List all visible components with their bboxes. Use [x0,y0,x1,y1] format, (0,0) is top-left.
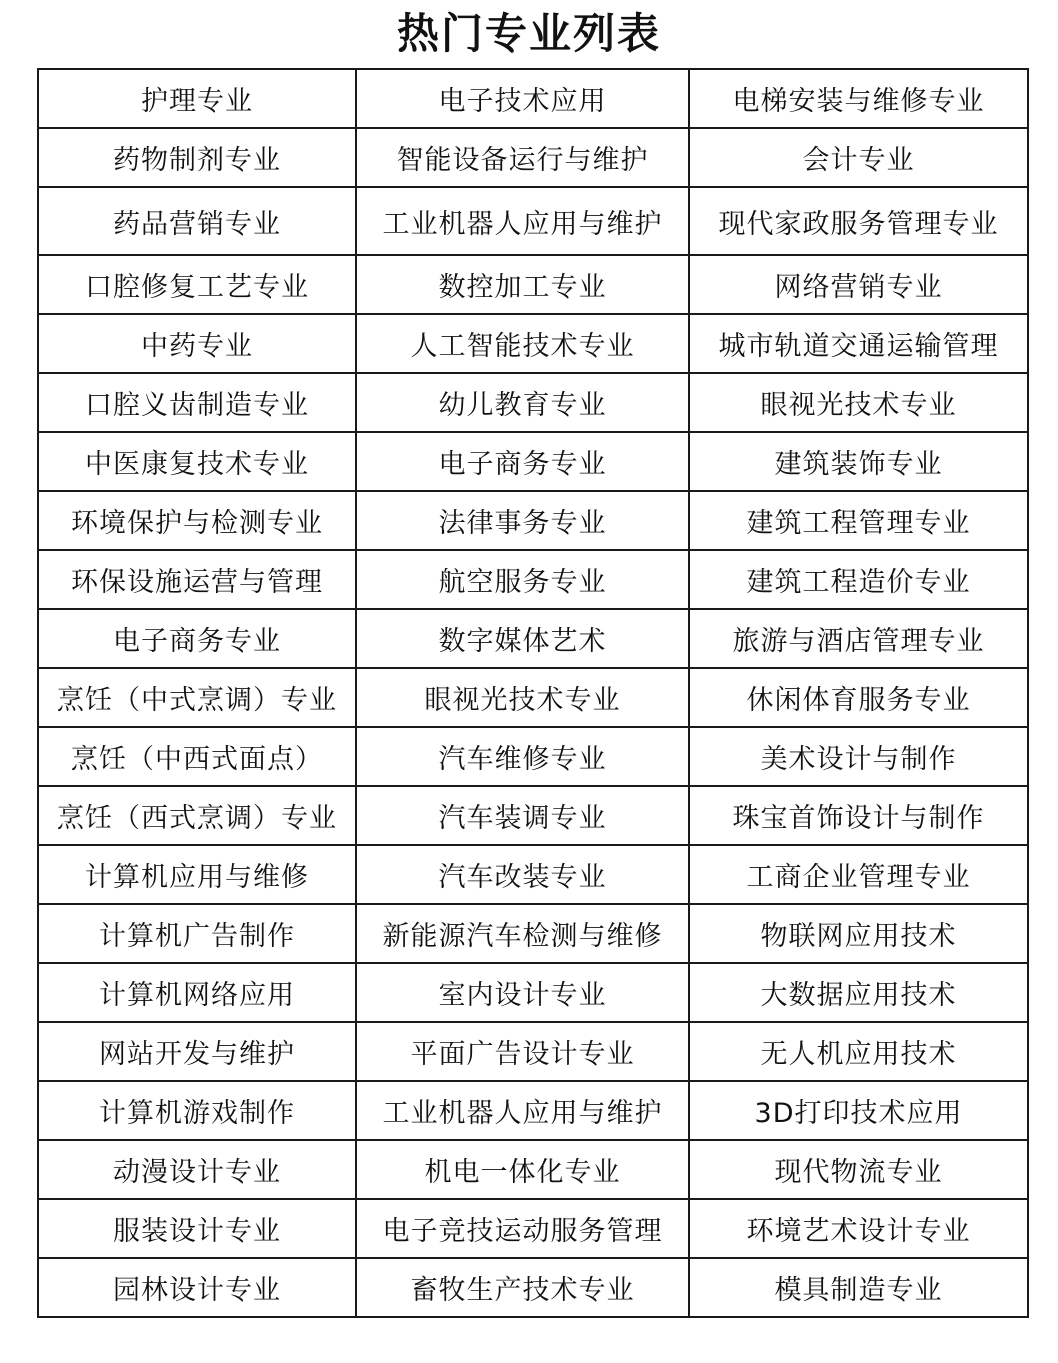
major-cell: 畜牧生产技术专业 [356,1258,689,1317]
major-cell: 大数据应用技术 [689,963,1028,1022]
major-cell: 现代家政服务管理专业 [689,187,1028,255]
major-cell: 烹饪（中式烹调）专业 [38,668,356,727]
major-cell: 汽车装调专业 [356,786,689,845]
table-row [38,69,1028,128]
table-row [38,845,1028,904]
table-row [38,1081,1028,1140]
major-cell: 口腔义齿制造专业 [38,373,356,432]
table-row [38,727,1028,786]
major-cell: 航空服务专业 [356,550,689,609]
major-cell: 口腔修复工艺专业 [38,255,356,314]
major-cell: 珠宝首饰设计与制作 [689,786,1028,845]
major-cell: 法律事务专业 [356,491,689,550]
major-cell: 环保设施运营与管理 [38,550,356,609]
major-cell: 工业机器人应用与维护 [356,1081,689,1140]
major-cell: 眼视光技术专业 [356,668,689,727]
table-row [38,1199,1028,1258]
major-cell: 会计专业 [689,128,1028,187]
majors-table-body [38,69,1028,1317]
major-cell: 旅游与酒店管理专业 [689,609,1028,668]
table-row [38,963,1028,1022]
major-cell: 3D打印技术应用 [689,1081,1028,1140]
table-row [38,432,1028,491]
major-cell: 无人机应用技术 [689,1022,1028,1081]
page-title: 热门专业列表 [396,9,661,58]
major-cell: 机电一体化专业 [356,1140,689,1199]
major-cell: 数字媒体艺术 [356,609,689,668]
major-cell: 现代物流专业 [689,1140,1028,1199]
major-cell: 物联网应用技术 [689,904,1028,963]
major-cell: 模具制造专业 [689,1258,1028,1317]
table-row [38,187,1028,255]
table-row [38,786,1028,845]
major-cell: 烹饪（中西式面点） [38,727,356,786]
major-cell: 平面广告设计专业 [356,1022,689,1081]
major-cell: 电子商务专业 [356,432,689,491]
major-cell: 汽车维修专业 [356,727,689,786]
major-cell: 动漫设计专业 [38,1140,356,1199]
major-cell: 园林设计专业 [38,1258,356,1317]
major-cell: 汽车改装专业 [356,845,689,904]
major-cell: 中药专业 [38,314,356,373]
table-row [38,609,1028,668]
table-row [38,550,1028,609]
major-cell: 护理专业 [38,69,356,128]
table-row [38,314,1028,373]
majors-table [37,68,1029,1318]
major-cell: 服装设计专业 [38,1199,356,1258]
table-row [38,904,1028,963]
major-cell: 网站开发与维护 [38,1022,356,1081]
table-row [38,373,1028,432]
major-cell: 人工智能技术专业 [356,314,689,373]
major-cell: 计算机网络应用 [38,963,356,1022]
major-cell: 计算机应用与维修 [38,845,356,904]
major-cell: 电子技术应用 [356,69,689,128]
major-cell: 建筑装饰专业 [689,432,1028,491]
major-cell: 建筑工程管理专业 [689,491,1028,550]
table-row [38,128,1028,187]
table-row [38,1022,1028,1081]
major-cell: 计算机广告制作 [38,904,356,963]
major-cell: 药品营销专业 [38,187,356,255]
major-cell: 电子商务专业 [38,609,356,668]
major-cell: 新能源汽车检测与维修 [356,904,689,963]
major-cell: 电梯安装与维修专业 [689,69,1028,128]
table-row [38,255,1028,314]
major-cell: 城市轨道交通运输管理 [689,314,1028,373]
table-row [38,1140,1028,1199]
major-cell: 数控加工专业 [356,255,689,314]
major-cell: 建筑工程造价专业 [689,550,1028,609]
major-cell: 烹饪（西式烹调）专业 [38,786,356,845]
major-cell: 眼视光技术专业 [689,373,1028,432]
table-row [38,491,1028,550]
major-cell: 电子竞技运动服务管理 [356,1199,689,1258]
major-cell: 美术设计与制作 [689,727,1028,786]
major-cell: 工业机器人应用与维护 [356,187,689,255]
major-cell: 网络营销专业 [689,255,1028,314]
major-cell: 中医康复技术专业 [38,432,356,491]
table-row [38,668,1028,727]
major-cell: 工商企业管理专业 [689,845,1028,904]
major-cell: 药物制剂专业 [38,128,356,187]
major-cell: 休闲体育服务专业 [689,668,1028,727]
major-cell: 幼儿教育专业 [356,373,689,432]
table-row [38,1258,1028,1317]
major-cell: 室内设计专业 [356,963,689,1022]
major-cell: 环境保护与检测专业 [38,491,356,550]
major-cell: 计算机游戏制作 [38,1081,356,1140]
major-cell: 智能设备运行与维护 [356,128,689,187]
major-cell: 环境艺术设计专业 [689,1199,1028,1258]
